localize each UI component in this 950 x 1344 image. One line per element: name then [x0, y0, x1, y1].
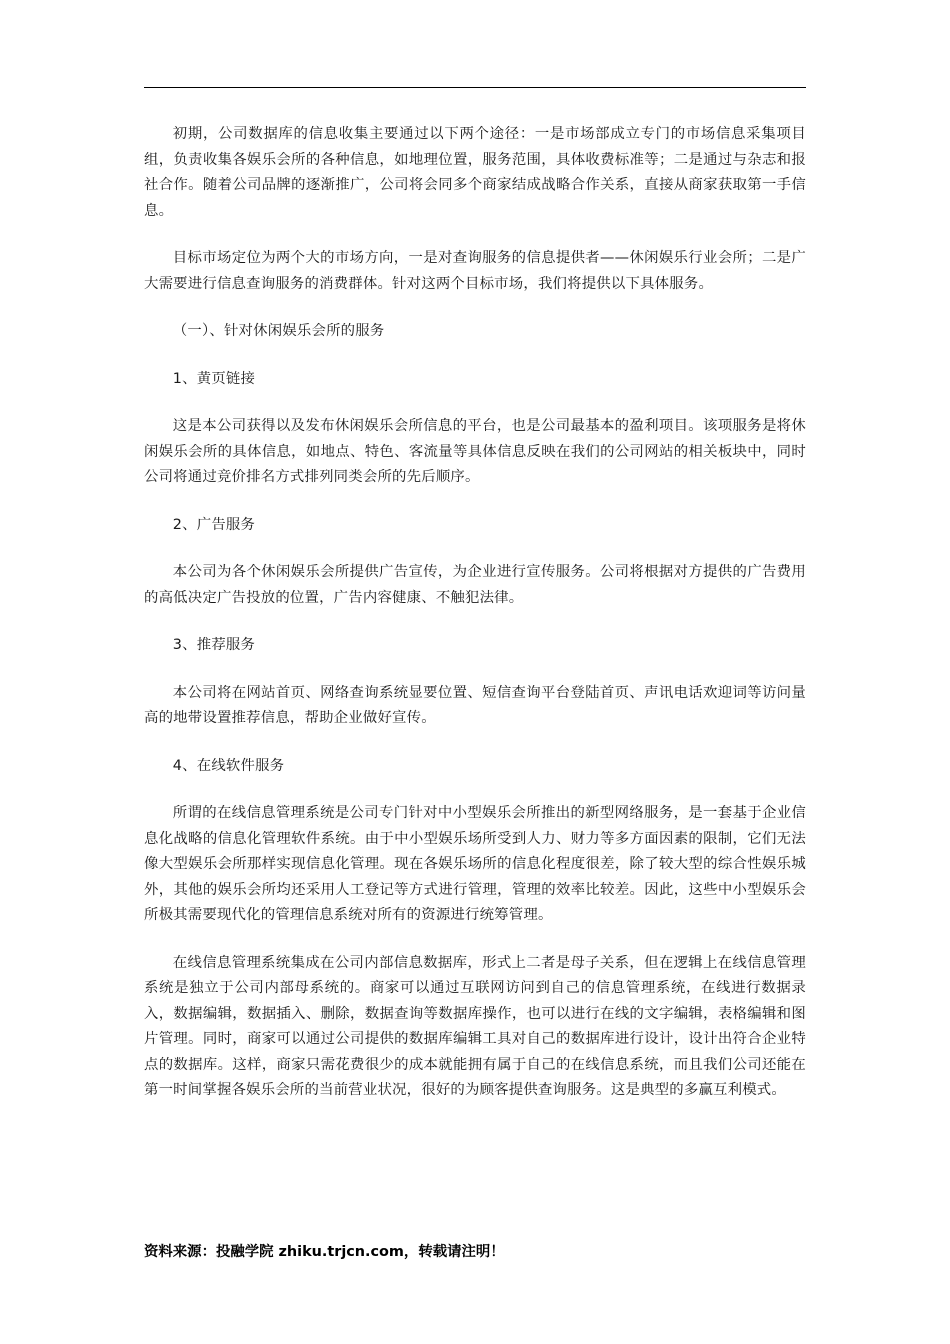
service-heading-yellow-pages: 1、黄页链接	[172, 370, 256, 387]
service-body-advertising: 本公司为各个休闲娱乐会所提供广告宣传，为企业进行宣传服务。公司将根据对方提供的广告费用的高低决定广告投放的位置，广告内容健康、不触犯法律。	[144, 564, 806, 606]
service-body-recommendation: 本公司将在网站首页、网络查询系统显要位置、短信查询平台登陆首页、声讯电话欢迎词等访问量高的地带设置推荐信息，帮助企业做好宣传。	[144, 684, 806, 726]
service-body-online-software-1: 所谓的在线信息管理系统是公司专门针对中小型娱乐会所推出的新型网络服务，是一套基于企业信息化战略的信息化管理软件系统。由于中小型娱乐场所受到人力、财力等多方面因素的限制，它们无法像大型娱乐会所那样实现信息化管理。现在各娱乐场所的信息化程度很差，除了较大型的综合性娱乐城外，其他的娱乐会所均还采用人工登记等方式进行管理，管理的效率比较差。因此，这些中小型娱乐会所极其需要现代化的管理信息系统对所有的资源进行统筹管理。	[144, 805, 806, 923]
paragraph-target-market: 目标市场定位为两个大的市场方向，一是对查询服务的信息提供者——休闲娱乐行业会所；二是广大需要进行信息查询服务的消费群体。针对这两个目标市场，我们将提供以下具体服务。	[144, 250, 806, 292]
service-body-yellow-pages: 这是本公司获得以及发布休闲娱乐会所信息的平台，也是公司最基本的盈利项目。该项服务是将休闲娱乐会所的具体信息，如地点、特色、客流量等具体信息反映在我们的公司网站的相关板块中，同时公司将通过竞价排名方式排列同类会所的先后顺序。	[144, 418, 806, 485]
service-body-online-software-2: 在线信息管理系统集成在公司内部信息数据库，形式上二者是母子关系，但在逻辑上在线信息管理系统是独立于公司内部母系统的。商家可以通过互联网访问到自己的信息管理系统，在线进行数据录入，数据编辑，数据插入、删除，数据查询等数据库操作，也可以进行在线的文字编辑，表格编辑和图片管理。同时，商家可以通过公司提供的数据库编辑工具对自己的数据库进行设计，设计出符合企业特点的数据库。这样，商家只需花费很少的成本就能拥有属于自己的在线信息系统，而且我们公司还能在第一时间掌握各娱乐会所的当前营业状况，很好的为顾客提供查询服务。这是典型的多赢互利模式。	[144, 954, 806, 1098]
service-heading-online-software: 4、在线软件服务	[172, 757, 285, 774]
service-heading-advertising: 2、广告服务	[172, 516, 256, 533]
section-title: （一）、针对休闲娱乐会所的服务	[172, 323, 385, 339]
document-body	[144, 122, 806, 1126]
header-divider	[144, 87, 806, 88]
service-heading-recommendation: 3、推荐服务	[172, 637, 256, 653]
source-footer: 资料来源：投融学院 zhiku.trjcn.com，转载请注明！	[144, 1244, 505, 1260]
paragraph-data-collection: 初期，公司数据库的信息收集主要通过以下两个途径：一是市场部成立专门的市场信息采集项目组，负责收集各娱乐会所的各种信息，如地理位置，服务范围，具体收费标准等；二是通过与杂志和报社合作。随着公司品牌的逐渐推广，公司将会同多个商家结成战略合作关系，直接从商家获取第一手信息。	[144, 126, 806, 219]
